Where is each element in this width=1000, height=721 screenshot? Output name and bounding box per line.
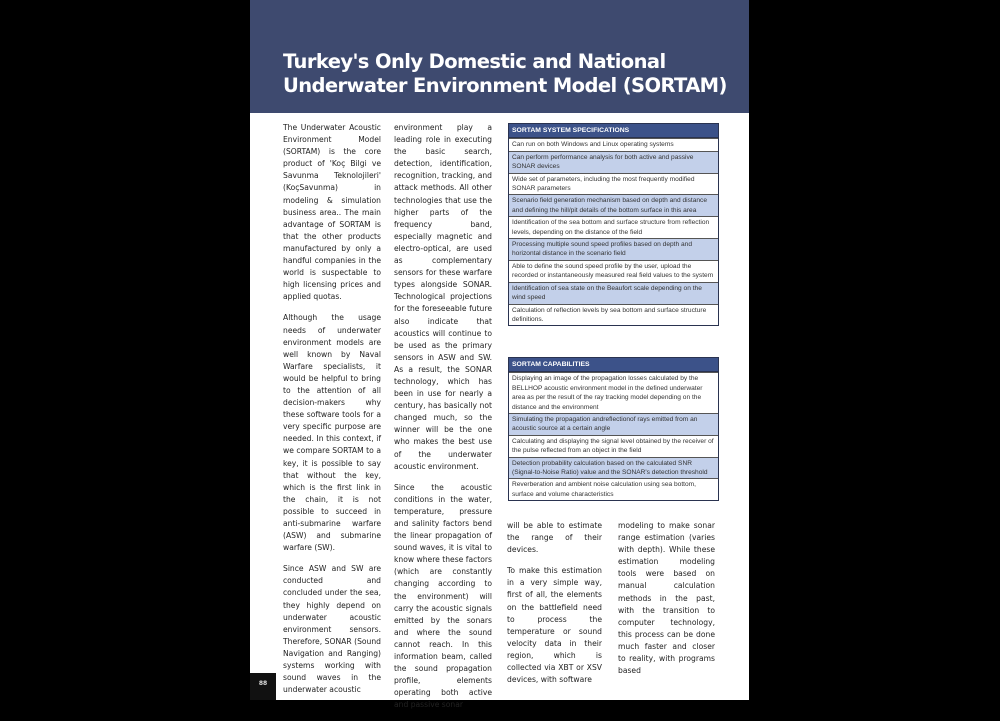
capability-row: Reverberation and ambient noise calculation using sea bottom, surface and volume characteristics	[509, 478, 718, 500]
capability-row: Calculating and displaying the signal level obtained by the receiver of the pulse reflected from an object in the field	[509, 435, 718, 457]
capability-row: Displaying an image of the propagation losses calculated by the BELLHOP acoustic environment model in the defined underwater area as per the result of the ray tracking model depending on the distance and the environment	[509, 372, 718, 413]
paragraph: Since ASW and SW are conducted and concluded under the sea, they highly depend on underwater acoustic environment sensors. Therefore, SONAR (Sound Navigation and Ranging) systems working with sound waves in the underwater acoustic	[283, 564, 381, 695]
magazine-page	[250, 0, 749, 710]
page-title	[283, 50, 727, 98]
paragraph: environment play a leading role in executing the basic search, detection, identification, recognition, tracking, and attack methods. All other technologies that use the higher parts of the frequency band, especially magnetic and electro-optical, are used as complementary sensors for these warfare types alongside SONAR. Technological projections for the foreseeable future also indicate that acoustics will continue to be used as the primary sensors in ASW and SW. As a result, the SONAR technology, which has been in use for nearly a century, has basically not changed much, so the winner will be the one who makes the best use of the underwater acoustic environment.	[394, 123, 492, 471]
page-number: 88	[250, 673, 276, 700]
page-header-banner	[250, 0, 749, 113]
capability-row: Detection probability calculation based on the calculated SNR (Signal-to-Noise Ratio) value and the SONAR's detection threshold	[509, 457, 718, 479]
capabilities-table	[508, 357, 719, 501]
spec-row: Processing multiple sound speed profiles based on depth and horizontal distance in the scenario field	[509, 238, 718, 260]
spec-row: Can perform performance analysis for both active and passive SONAR devices	[509, 151, 718, 173]
text-column-2	[394, 122, 492, 721]
paragraph: To make this estimation in a very simple way, first of all, the elements on the battlefield need to process the temperature or sound velocity data in their region, which is collected via XBT or XSV devices, with software	[507, 566, 602, 685]
paragraph: will be able to estimate the range of their devices.	[507, 521, 602, 555]
spec-row: Able to define the sound speed profile by the user, upload the recorded or instantaneously measured real field values to the system	[509, 260, 718, 282]
spec-row: Can run on both Windows and Linux operating systems	[509, 138, 718, 150]
title-line-2: Underwater Environment Model (SORTAM)	[283, 74, 727, 97]
spec-row: Scenario field generation mechanism based on depth and distance and defining the hill/pit details of the bottom surface in this area	[509, 194, 718, 216]
spec-row: Wide set of parameters, including the most frequently modified SONAR parameters	[509, 173, 718, 195]
text-column-4	[618, 520, 715, 686]
specifications-table	[508, 123, 719, 326]
text-column-3	[507, 520, 602, 695]
paragraph: Since the acoustic conditions in the water, temperature, pressure and salinity factors bend the linear propagation of sound waves, it is vital to know where these factors (which are constantly changing according to the environment) will carry the acoustic signals emitted by the sonars and where the sound cannot reach. In this information beam, called the sound propagation profile, elements operating both active and passive sonar	[394, 482, 492, 710]
spec-row: Identification of the sea bottom and surface structure from reflection levels, depending on the distance of the field	[509, 216, 718, 238]
text-column-1	[283, 122, 381, 705]
spec-row: Identification of sea state on the Beaufort scale depending on the wind speed	[509, 282, 718, 304]
capability-row: Simulating the propagation andreflectionof rays emitted from an acoustic source at a certain angle	[509, 413, 718, 435]
spec-row: Calculation of reflection levels by sea bottom and surface structure definitions.	[509, 304, 718, 326]
title-line-1: Turkey's Only Domestic and National	[283, 50, 666, 73]
capabilities-table-title: SORTAM CAPABILITIES	[509, 358, 718, 372]
paragraph: Although the usage needs of underwater environment models are well known by Naval Warfare specialists, it would be helpful to bring to the attention of all decision-makers why these software tools for a very specific purpose are needed. In this context, if we compare SORTAM to a key, it is possible to say that without the key, which is the first link in the chain, it is not possible to succeed in anti-submarine warfare (ASW) and submarine warfare (SW).	[283, 313, 381, 553]
paragraph: modeling to make sonar range estimation (varies with depth). While these estimation modeling tools were based on manual calculation methods in the past, with the transition to computer technology, this process can be done much faster and closer to reality, with programs based	[618, 521, 715, 676]
specifications-table-title: SORTAM SYSTEM SPECIFICATIONS	[509, 124, 718, 138]
paragraph: The Underwater Acoustic Environment Model (SORTAM) is the core product of 'Koç Bilgi ve Savunma Teknolojileri' (KoçSavunma) in modeling & simulation business area.. The main advantage of SORTAM is that the other products manufactured by only a handful companies in the world is suspectable to high licensing prices and applied quotas.	[283, 123, 381, 302]
